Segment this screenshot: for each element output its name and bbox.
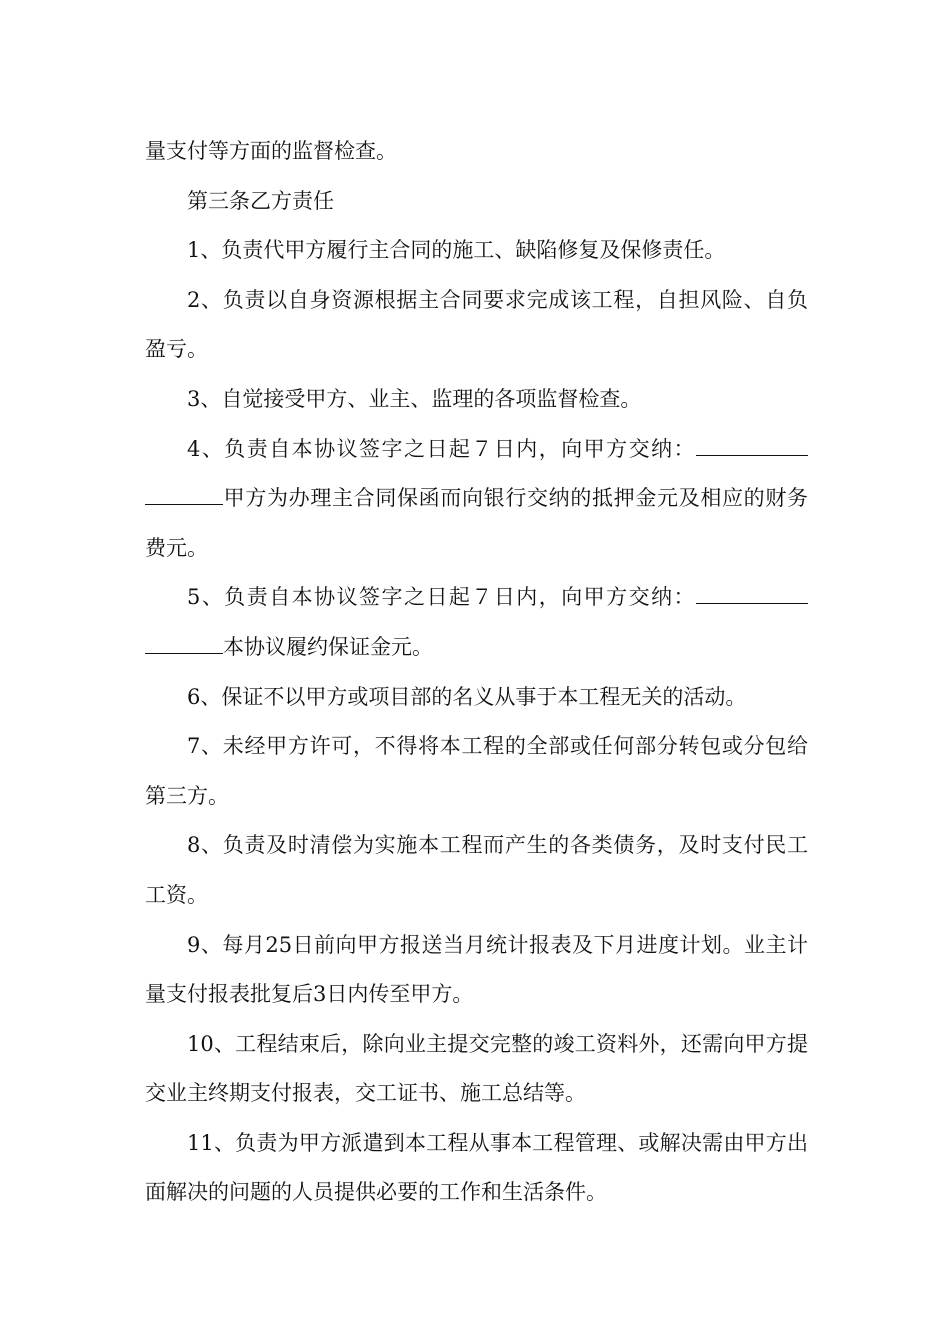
- clause-3: 3、自觉接受甲方、业主、监理的各项监督检查。: [187, 386, 642, 411]
- fill-in-blank: [145, 631, 223, 654]
- paragraph-continuation: 量支付等方面的监督检查。: [145, 139, 397, 163]
- document-body: [145, 127, 808, 1218]
- clause-6: 6、保证不以甲方或项目部的名义从事于本工程无关的活动。: [187, 684, 747, 709]
- fill-in-blank: [696, 433, 808, 456]
- clause-4-lead: 4、负责自本协议签字之日起７日内，向甲方交纳：: [187, 436, 696, 461]
- clause-2: 2、负责以自身资源根据主合同要求完成该工程，自担风险、自负盈亏。: [145, 287, 808, 362]
- clause-1: 1、负责代甲方履行主合同的施工、缺陷修复及保修责任。: [187, 238, 726, 263]
- fill-in-blank: [696, 581, 808, 604]
- clause-7: 7、未经甲方许可，不得将本工程的全部或任何部分转包或分包给第三方。: [145, 734, 808, 808]
- section-heading: 第三条乙方责任: [187, 188, 334, 213]
- clause-5-lead: 5、负责自本协议签字之日起７日内，向甲方交纳：: [187, 585, 696, 610]
- clause-5-tail: 本协议履约保证金元。: [223, 634, 433, 659]
- clause-5: [145, 573, 808, 672]
- fill-in-blank: [145, 482, 223, 505]
- clause-8: 8、负责及时清偿为实施本工程而产生的各类债务，及时支付民工工资。: [145, 833, 808, 907]
- clause-11: 11、负责为甲方派遣到本工程从事本工程管理、或解决需由甲方出面解决的问题的人员提供必要的工作和生活条件。: [145, 1130, 808, 1205]
- clause-4-tail: 甲方为办理主合同保函而向银行交纳的抵押金元及相应的财务费元。: [145, 486, 808, 560]
- clause-9: 9、每月25日前向甲方报送当月统计报表及下月进度计划。业主计量支付报表批复后3日内传至甲方。: [145, 932, 808, 1007]
- clause-4: [145, 425, 808, 574]
- clause-10: 10、工程结束后，除向业主提交完整的竣工资料外，还需向甲方提交业主终期支付报表，交工证书、施工总结等。: [145, 1031, 808, 1106]
